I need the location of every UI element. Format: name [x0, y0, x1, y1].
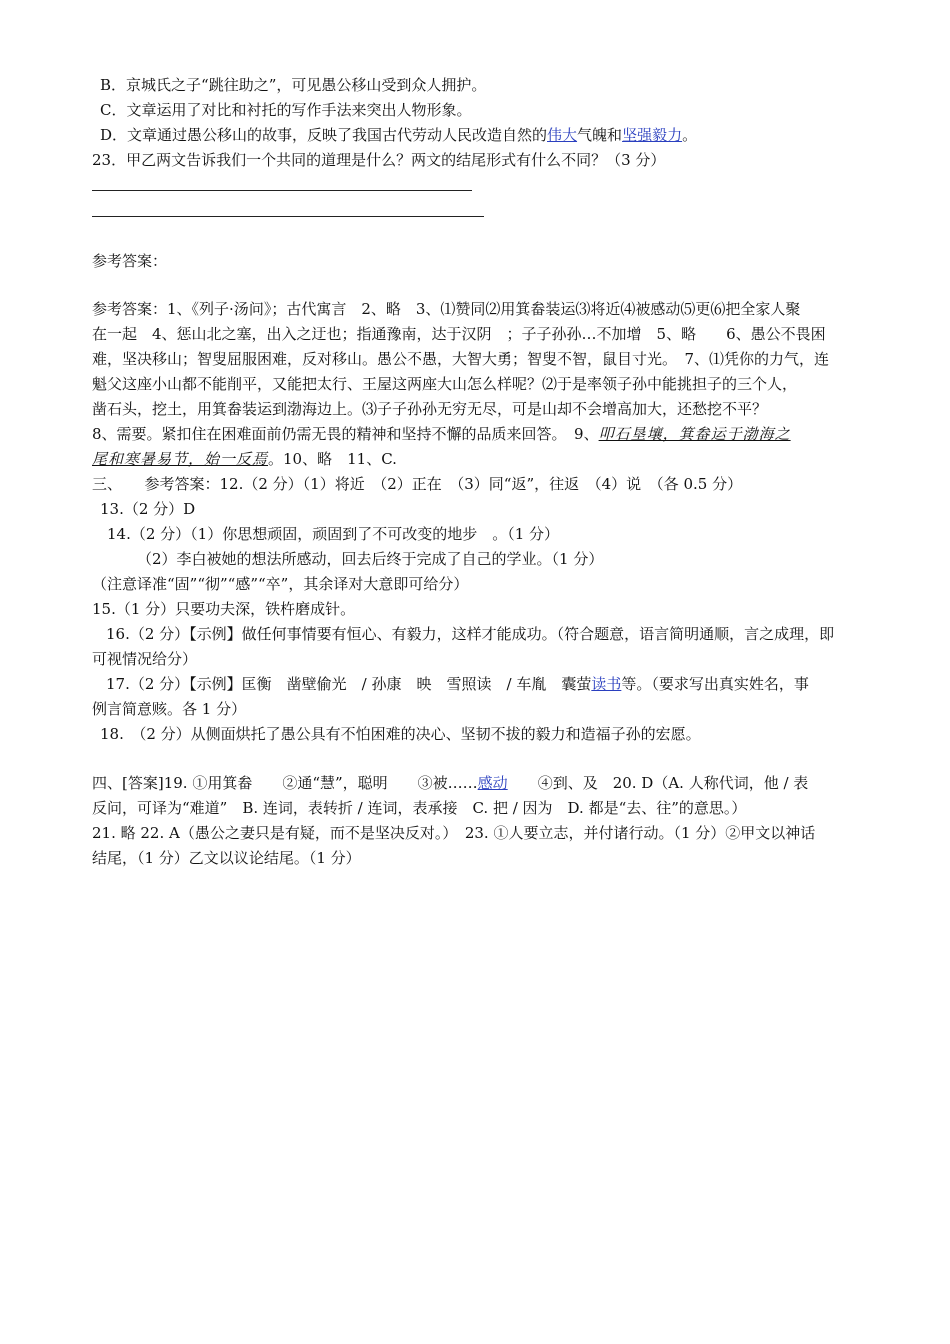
- answer-line: 在一起 4、惩山北之塞，出入之迂也；指通豫南，达于汉阴 ；子子孙孙…不加增 5、略 6、愚公不畏困: [92, 325, 826, 343]
- answer-line: [92, 449, 864, 469]
- link-jianqiang-yili[interactable]: 坚强毅力: [622, 126, 683, 144]
- section-3-line: [106, 674, 864, 694]
- section-3-line: 15.（1 分）只要功夫深，铁杵磨成针。: [92, 600, 356, 618]
- link-weida[interactable]: 伟大: [547, 126, 578, 144]
- answer-line: 魁父这座小山都不能削平，又能把太行、王屋这两座大山怎么样呢？⑵于是率领子孙中能挑担子的三个人，: [92, 375, 798, 393]
- section-3-line: 16.（2 分）【示例】做任何事情要有恒心、有毅力，这样才能成功。（符合题意，语言简明通顺，言之成理，即: [106, 625, 835, 643]
- answer-line: [92, 424, 864, 444]
- section-3-line: （注意译准“固”“彻”“感”“卒”，其余译对大意即可给分）: [92, 575, 469, 593]
- section-3-line: 18. （2 分）从侧面烘托了愚公具有不怕困难的决心、坚韧不拔的毅力和造福子孙的宏愿。: [100, 725, 701, 743]
- option-d: [100, 125, 872, 145]
- link-dushu[interactable]: 读书: [591, 675, 622, 693]
- section-3-line: 例言简意赅。各 1 分）: [92, 700, 247, 718]
- answer-20-text: ④到、及 20. D（A. 人称代词，他 / 表: [507, 774, 809, 792]
- answer-17-end: 等。（要求写出真实姓名，事: [621, 675, 809, 693]
- answer-17-text: 17.（2 分）【示例】匡衡 凿壁偷光 / 孙康 映 雪照读 / 车胤 囊萤: [106, 675, 592, 693]
- option-b: B．京城氏之子“跳往助之”，可见愚公移山受到众人拥护。: [100, 76, 487, 94]
- section-3-line: 13.（2 分）D: [100, 500, 196, 518]
- answer-10-11: 。10、略 11、C.: [268, 450, 397, 468]
- reference-heading: 参考答案：: [92, 252, 168, 270]
- section-4-line: 21. 略 22. A（愚公之妻只是有疑，而不是坚决反对。） 23. ①人要立志，并付诸行动。（1 分）②甲文以神话: [92, 824, 816, 842]
- question-23: 23．甲乙两文告诉我们一个共同的道理是什么？两文的结尾形式有什么不同？（3 分）: [92, 151, 666, 169]
- section-3-line: 三、 参考答案：12.（2 分）（1）将近 （2）正在 （3）同“返”，往返 （4）说 （各 0.5 分）: [92, 475, 743, 493]
- handwritten-answer-9: 叩石垦壤，箕畚运于渤海之: [598, 425, 791, 443]
- option-c: C．文章运用了对比和衬托的写作手法来突出人物形象。: [100, 101, 472, 119]
- handwritten-answer-9-cont: 尾和寒暑易节，始一反焉: [92, 450, 269, 468]
- answer-line: 参考答案：1、《列子·汤问》；古代寓言 2、略 3、⑴赞同⑵用箕畚装运⑶将近⑷被感动⑸更⑹把全家人聚: [92, 300, 801, 318]
- answer-19-text: 四、[答案]19. ①用箕畚 ②通“慧”，聪明 ③被……: [92, 774, 478, 792]
- link-gandong[interactable]: 感动: [477, 774, 508, 792]
- section-4-line: [92, 773, 864, 793]
- option-d-text: D．文章通过愚公移山的故事，反映了我国古代劳动人民改造自然的: [100, 126, 548, 144]
- section-4-line: 反问，可译为“难道” B. 连词，表转折 / 连词，表承接 C. 把 / 因为 D. 都是“去、往”的意思。）: [92, 799, 747, 817]
- option-d-end: 。: [682, 126, 698, 144]
- option-d-mid: 气魄和: [577, 126, 623, 144]
- section-3-line: （2）李白被她的想法所感动，回去后终于完成了自己的学业。（1 分）: [137, 550, 604, 568]
- answer-line-1: [92, 190, 472, 191]
- section-3-line: 14.（2 分）（1）你思想顽固，顽固到了不可改变的地步 。（1 分）: [107, 525, 560, 543]
- answer-line-2: [92, 216, 484, 217]
- answer-line: 难，坚决移山；智叟屈服困难，反对移山。愚公不愚，大智大勇；智叟不智，鼠目寸光。 7、⑴凭你的力气，连: [92, 350, 830, 368]
- answer-line: 凿石头，挖土，用箕畚装运到渤海边上。⑶子子孙孙无穷无尽，可是山却不会增高加大，还愁挖不平？: [92, 400, 768, 418]
- section-3-line: 可视情况给分）: [92, 650, 198, 668]
- section-4-line: 结尾，（1 分）乙文以议论结尾。（1 分）: [92, 849, 361, 867]
- answer-8: 8、需要。紧扣住在困难面前仍需无畏的精神和坚持不懈的品质来回答。 9、: [92, 425, 599, 443]
